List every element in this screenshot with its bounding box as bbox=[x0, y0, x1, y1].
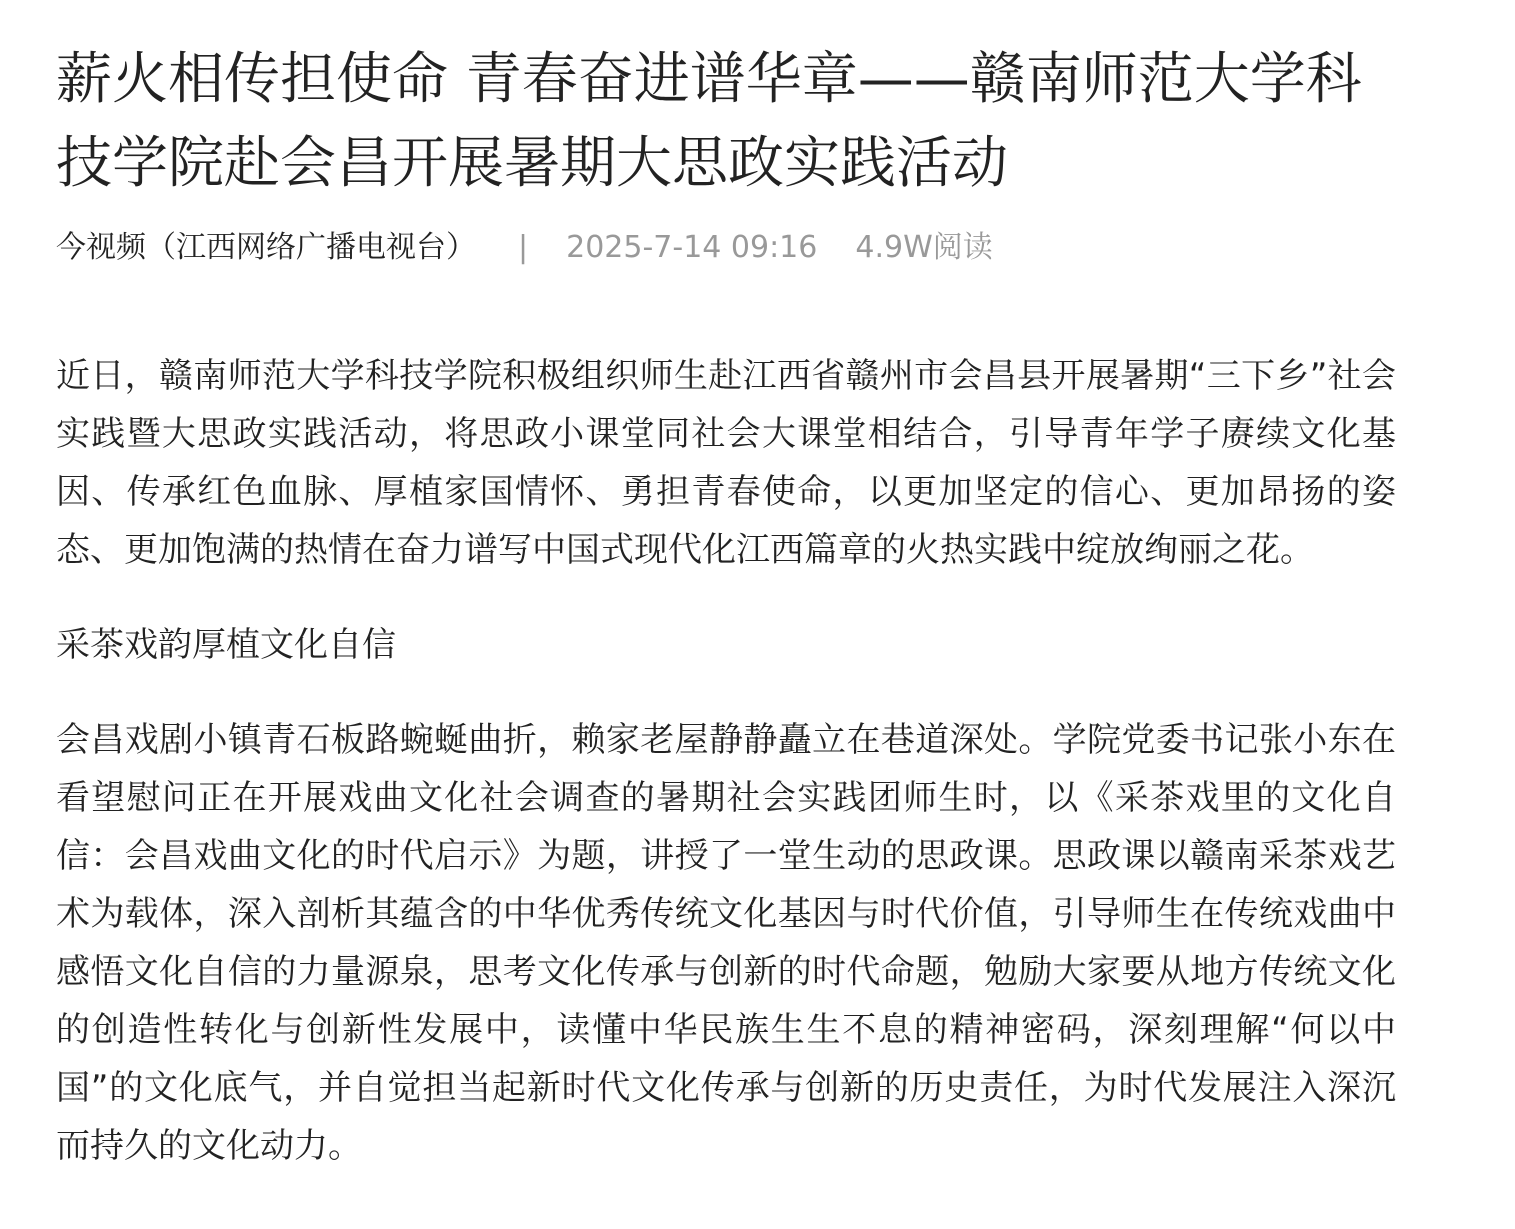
meta-separator: | bbox=[518, 230, 529, 265]
section-heading: 采茶戏韵厚植文化自信 bbox=[56, 625, 396, 665]
paragraph: 会昌戏剧小镇青石板路蜿蜒曲折，赖家老屋静静矗立在巷道深处。学院党委书记张小东在看望慰问正在开展戏曲文化社会调查的暑期社会实践团师生时，以《采茶戏里的文化自信：会昌戏曲文化的时代启示》为题，讲授了一堂生动的思政课。思政课以赣南采茶戏艺术为载体，深入剖析其蕴含的中华优秀传统文化基因与时代价值，引导师生在传统戏曲中感悟文化自信的力量源泉，思考文化传承与创新的时代命题，勉励大家要从地方传统文化的创造性转化与创新性发展中，读懂中华民族生生不息的精神密码，深刻理解“何以中国”的文化底气，并自觉担当起新时代文化传承与创新的历史责任，为时代发展注入深沉而持久的文化动力。 bbox=[56, 720, 1396, 1166]
article-meta bbox=[56, 228, 1396, 268]
paragraph: 近日，赣南师范大学科技学院积极组织师生赴江西省赣州市会昌县开展暑期“三下乡”社会实践暨大思政实践活动，将思政小课堂同社会大课堂相结合，引导青年学子赓续文化基因、传承红色血脉、厚植家国情怀、勇担青春使命，以更加坚定的信心、更加昂扬的姿态、更加饱满的热情在奋力谱写中国式现代化江西篇章的火热实践中绽放绚丽之花。 bbox=[56, 356, 1396, 570]
article-title: 薪火相传担使命 青春奋进谱华章——赣南师范大学科技学院赴会昌开展暑期大思政实践活动 bbox=[56, 47, 1362, 196]
publish-time: 2025-7-14 09:16 bbox=[566, 230, 818, 265]
article-body bbox=[56, 347, 1396, 1175]
source-name[interactable]: 今视频（江西网络广播电视台） bbox=[56, 230, 476, 265]
article bbox=[56, 0, 1396, 1175]
read-count: 4.9W阅读 bbox=[855, 230, 993, 265]
